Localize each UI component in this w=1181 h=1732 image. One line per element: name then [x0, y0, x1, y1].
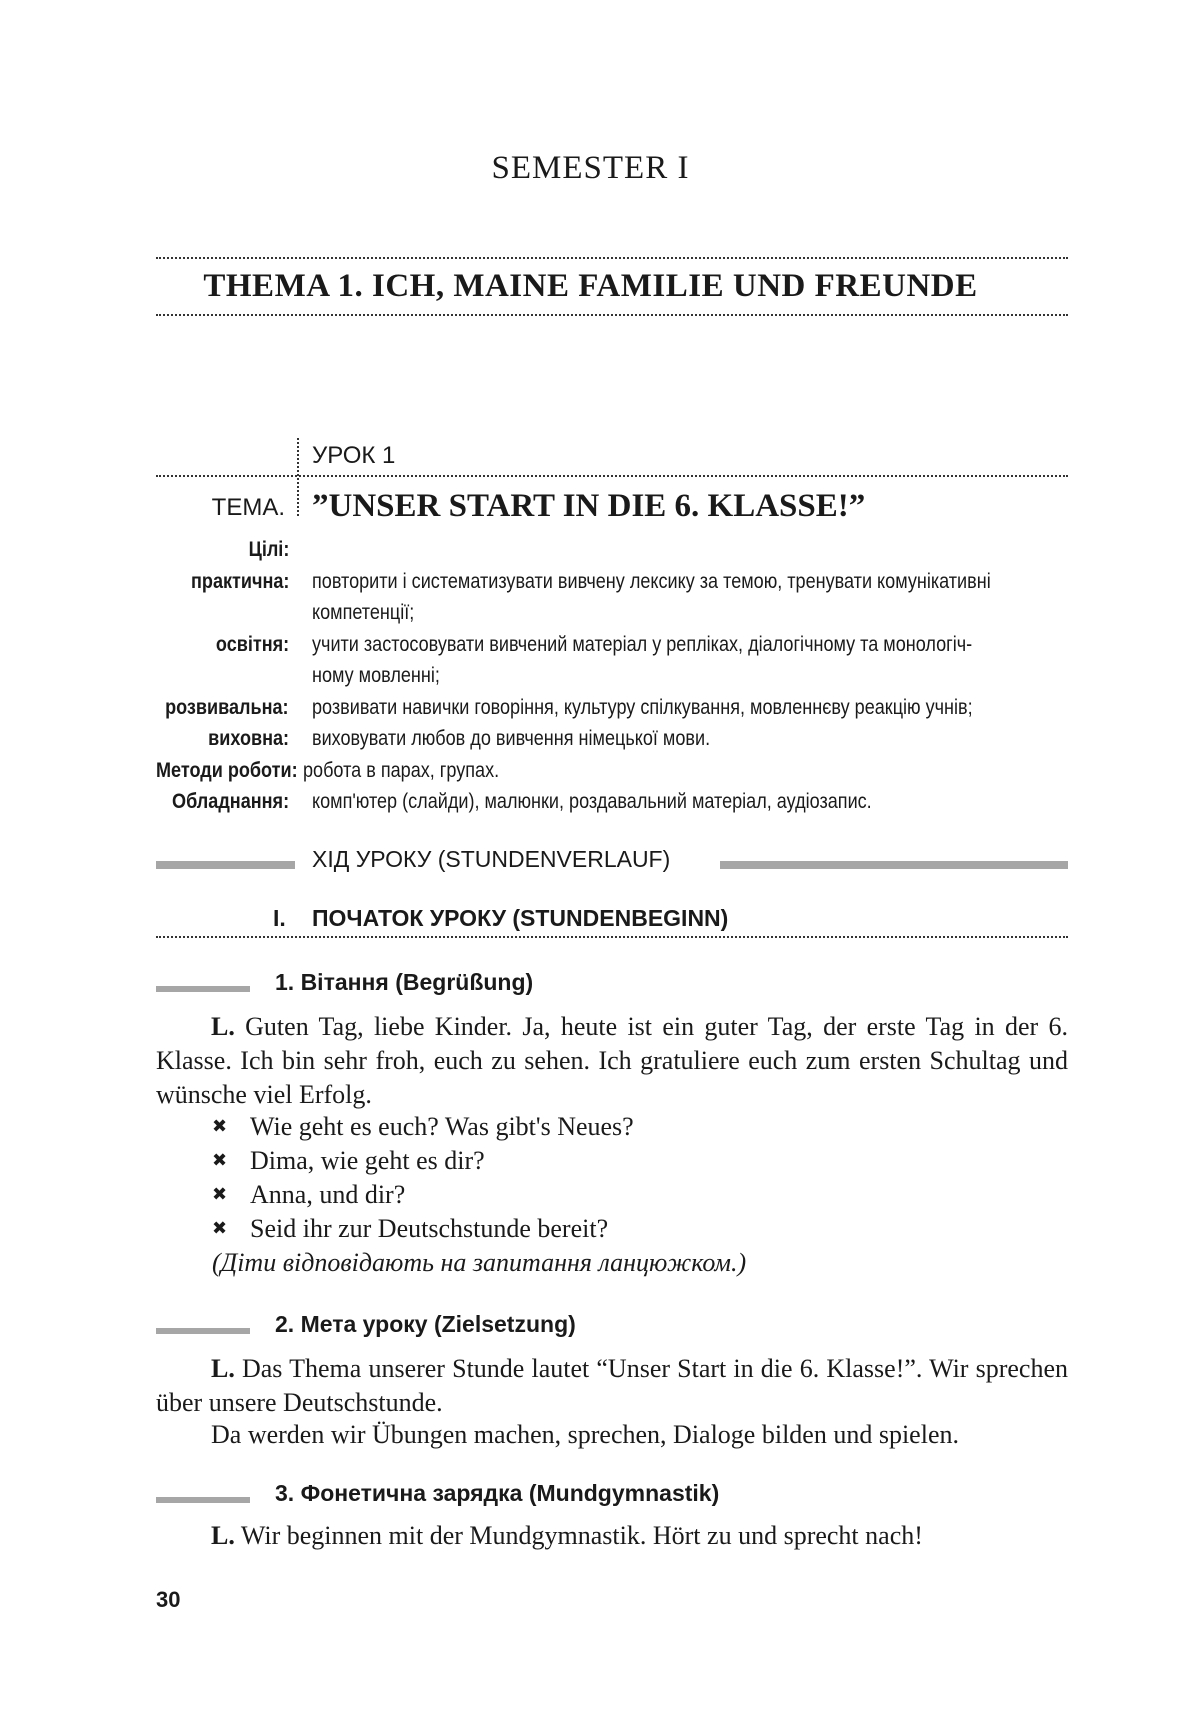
- equipment-label: Обладнання:: [171, 790, 289, 813]
- lesson-divider: [156, 475, 1068, 477]
- section-divider: [156, 936, 1068, 938]
- sub-1-title: 1. Вітання (Begrüßung): [275, 969, 534, 995]
- bullet-item: [212, 1146, 485, 1176]
- speaker-label: L.: [211, 1354, 235, 1383]
- bullet-item: [212, 1180, 405, 1210]
- section-title: ПОЧАТОК УРОКУ (STUNDENBEGINN): [312, 905, 729, 931]
- semester-title: SEMESTER I: [491, 150, 690, 186]
- goal-developmental-line-1: розвивати навички говоріння, культуру спілкування, мовленнєву реакцію учнів;: [312, 696, 973, 719]
- sub-2-text-2: Da werden wir Übungen machen, sprechen, Dialoge bilden und spielen.: [211, 1420, 959, 1449]
- lesson-label: УРОК 1: [312, 442, 396, 469]
- sub-3-text: Wir beginnen mit der Mundgymnastik. Hört zu und sprecht nach!: [234, 1521, 923, 1550]
- sub-1-bar: [156, 986, 250, 992]
- sub-3-paragraph: [211, 1521, 923, 1551]
- bullet-item: [212, 1214, 608, 1244]
- equipment-value: комп'ютер (слайди), малюнки, роздавальний матеріал, аудіозапис.: [312, 790, 872, 813]
- course-heading: ХІД УРОКУ (STUNDENVERLAUF): [312, 846, 671, 872]
- topic-label: ТЕМА.: [211, 494, 285, 521]
- cross-icon: ✖: [212, 1150, 228, 1171]
- bullet-text: Wie geht es euch? Was gibt's Neues?: [250, 1112, 634, 1141]
- goal-practical-line-2: компетенції;: [312, 601, 415, 624]
- goal-practical-label: практична:: [190, 570, 289, 593]
- goal-educational-line-1: учити застосовувати вивчений матеріал у репліках, діалогічному та монологіч-: [312, 633, 973, 656]
- sub-2-title: 2. Мета уроку (Zielsetzung): [275, 1311, 576, 1337]
- sub-2-text: Das Thema unserer Stunde lautet “Unser Start in die 6. Klasse!”. Wir sprechen über unsere Deutschstunde.: [156, 1354, 1068, 1417]
- theme-title: THEMA 1. ICH, MAINE FAMILIE UND FREUNDE: [203, 268, 978, 304]
- cross-icon: ✖: [212, 1116, 228, 1137]
- sub-1-note: (Діти відповідають на запитання ланцюжком.): [212, 1248, 747, 1277]
- section-number: I.: [273, 905, 286, 931]
- sub-3-bar: [156, 1497, 250, 1503]
- sub-2-paragraph: [156, 1352, 1068, 1420]
- sub-1-text: Guten Tag, liebe Kinder. Ja, heute ist ein guter Tag, der erste Tag in der 6. Klasse. Ich bin sehr froh, euch zu sehen. Ich gratuliere euch zum ersten Schultag und wünsche viel Erfolg.: [156, 1012, 1068, 1109]
- course-bar-right: [720, 861, 1068, 869]
- goal-upbringing-label: виховна:: [208, 727, 289, 750]
- goal-practical-line-1: повторити і систематизувати вивчену лексику за темою, тренувати комунікативні: [312, 570, 991, 593]
- speaker-label: L.: [211, 1012, 235, 1041]
- bullet-text: Seid ihr zur Deutschstunde bereit?: [250, 1214, 609, 1243]
- lesson-topic: ”UNSER START IN DIE 6. KLASSE!”: [312, 488, 866, 524]
- cross-icon: ✖: [212, 1218, 228, 1239]
- speaker-label: L.: [211, 1521, 235, 1550]
- methods-value: робота в парах, групах.: [303, 759, 500, 782]
- bullet-text: Anna, und dir?: [250, 1180, 406, 1209]
- page-number: 30: [156, 1587, 181, 1612]
- goal-educational-line-2: ному мовленні;: [312, 664, 440, 687]
- methods-label: Методи роботи:: [156, 759, 298, 782]
- bullet-item: [212, 1112, 634, 1142]
- goal-developmental-label: розвивальна:: [165, 696, 289, 719]
- divider-bottom: [156, 314, 1068, 316]
- lesson-vertical-divider: [297, 438, 299, 516]
- goal-upbringing-line-1: виховувати любов до вивчення німецької мови.: [312, 727, 711, 750]
- sub-2-bar: [156, 1328, 250, 1334]
- sub-1-paragraph: [156, 1010, 1068, 1112]
- sub-3-title: 3. Фонетична зарядка (Mundgymnastik): [275, 1480, 720, 1506]
- goal-educational-label: освітня:: [215, 633, 289, 656]
- bullet-text: Dima, wie geht es dir?: [250, 1146, 485, 1175]
- cross-icon: ✖: [212, 1184, 228, 1205]
- goals-heading: Цілі:: [248, 538, 289, 561]
- divider-top: [156, 257, 1068, 259]
- course-bar-left: [156, 861, 295, 869]
